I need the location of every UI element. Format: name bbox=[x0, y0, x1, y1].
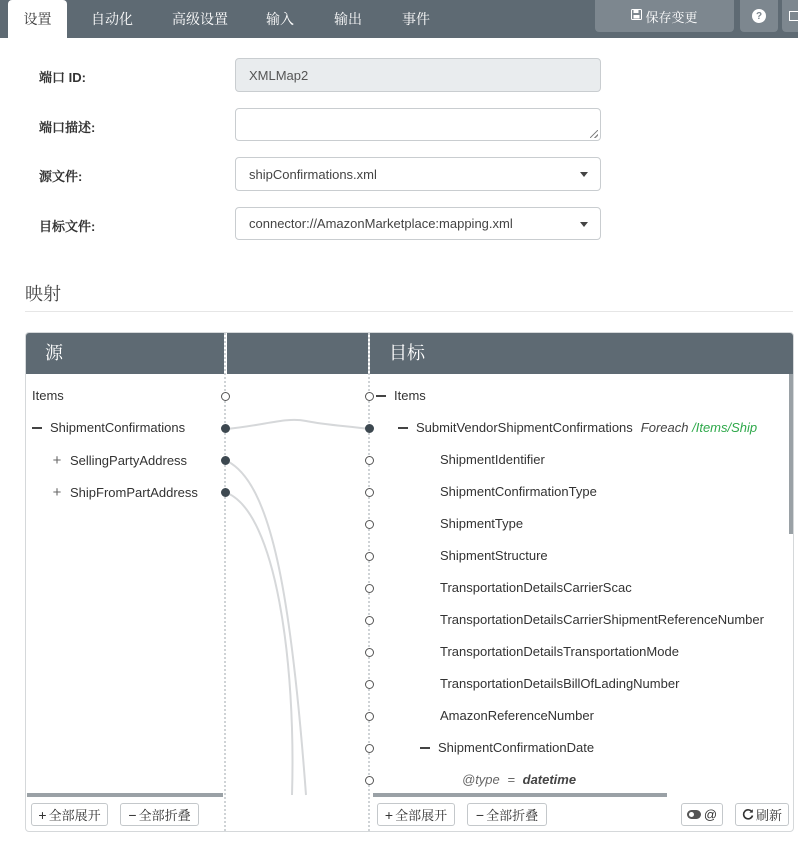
target-file-value: connector://AmazonMarketplace:mapping.xml bbox=[249, 216, 513, 231]
target-node[interactable] bbox=[440, 548, 548, 563]
source-node-shipfrompartaddress[interactable] bbox=[52, 484, 198, 501]
help-icon: ? bbox=[752, 9, 766, 23]
foreach-label: Foreach bbox=[640, 420, 689, 435]
source-node-items[interactable] bbox=[32, 388, 64, 403]
foreach-path[interactable]: /Items/Ship bbox=[692, 420, 758, 435]
source-node-label: ShipmentConfirmations bbox=[50, 420, 186, 435]
target-header: 目标 bbox=[370, 333, 794, 374]
attribute-name: @type bbox=[462, 772, 500, 787]
chevron-down-icon bbox=[580, 172, 588, 177]
source-header: 源 bbox=[26, 333, 224, 374]
collapse-all-label: 全部折叠 bbox=[486, 808, 539, 823]
minus-icon: − bbox=[128, 806, 137, 823]
tab-output[interactable]: 输出 bbox=[334, 11, 362, 27]
port-id-label: 端口 ID: bbox=[39, 70, 86, 85]
section-divider bbox=[25, 311, 793, 312]
target-node-label: ShipmentConfirmationType bbox=[440, 484, 597, 499]
target-node-submitvendorshipmentconfirmations[interactable] bbox=[398, 420, 757, 435]
top-tab-bar bbox=[0, 0, 798, 38]
port-desc-label: 端口描述: bbox=[39, 120, 96, 135]
source-connector[interactable] bbox=[221, 392, 230, 401]
target-vertical-scrollbar[interactable] bbox=[789, 374, 793, 534]
save-changes-label: 保存变更 bbox=[645, 9, 698, 25]
target-node-label: TransportationDetailsBillOfLadingNumber bbox=[440, 676, 680, 691]
collapse-icon[interactable] bbox=[32, 427, 42, 429]
save-icon bbox=[631, 9, 642, 23]
expand-icon[interactable]: + bbox=[52, 452, 62, 469]
expand-all-label: 全部展开 bbox=[48, 808, 101, 823]
save-changes-button[interactable] bbox=[595, 0, 734, 32]
source-collapse-all-button[interactable] bbox=[120, 803, 199, 826]
plus-icon: + bbox=[38, 806, 47, 823]
at-label: @ bbox=[703, 807, 718, 822]
target-node-label: Items bbox=[394, 388, 426, 403]
source-node-shipmentconfirmations[interactable] bbox=[32, 420, 185, 435]
target-node-label: TransportationDetailsCarrierShipmentReferenceNumber bbox=[440, 612, 764, 627]
plus-icon: + bbox=[384, 806, 394, 823]
target-node-label: ShipmentType bbox=[440, 516, 524, 531]
source-connector[interactable] bbox=[221, 456, 230, 465]
port-id-value: XMLMap2 bbox=[249, 67, 309, 83]
target-node[interactable] bbox=[440, 676, 679, 691]
target-node[interactable] bbox=[440, 644, 679, 659]
attribute-toggle-button[interactable] bbox=[681, 803, 723, 826]
tab-automation[interactable]: 自动化 bbox=[91, 11, 133, 27]
source-connector[interactable] bbox=[221, 488, 230, 497]
window-icon bbox=[789, 9, 798, 24]
target-collapse-all-button[interactable] bbox=[467, 803, 547, 826]
source-expand-all-button[interactable] bbox=[31, 803, 108, 826]
source-file-select[interactable] bbox=[235, 157, 601, 191]
collapse-icon[interactable] bbox=[398, 427, 408, 429]
collapse-icon[interactable] bbox=[420, 747, 430, 749]
help-button[interactable] bbox=[740, 0, 778, 32]
target-node-label: ShipmentStructure bbox=[440, 548, 548, 563]
target-node[interactable] bbox=[440, 580, 632, 595]
port-id-field[interactable] bbox=[235, 58, 601, 92]
source-node-label: SellingPartyAddress bbox=[70, 453, 188, 468]
expand-icon[interactable]: + bbox=[52, 484, 62, 501]
target-expand-all-button[interactable] bbox=[377, 803, 455, 826]
chevron-down-icon bbox=[580, 222, 588, 227]
source-node-label: ShipFromPartAddress bbox=[70, 485, 198, 500]
target-attribute-type[interactable] bbox=[462, 772, 576, 787]
target-node[interactable] bbox=[440, 516, 523, 531]
tab-advanced-settings[interactable]: 高级设置 bbox=[172, 11, 228, 27]
expand-all-label: 全部展开 bbox=[395, 808, 448, 823]
target-tree bbox=[370, 374, 790, 794]
target-node-label: TransportationDetailsCarrierScac bbox=[440, 580, 632, 595]
source-node-label: Items bbox=[32, 388, 64, 403]
tab-settings[interactable]: 设置 bbox=[8, 0, 67, 38]
mapping-section-title: 映射 bbox=[25, 284, 61, 304]
target-horizontal-scrollbar[interactable] bbox=[373, 793, 667, 797]
collapse-all-label: 全部折叠 bbox=[138, 808, 191, 823]
refresh-icon bbox=[742, 807, 754, 823]
more-button[interactable] bbox=[782, 0, 798, 32]
refresh-button[interactable] bbox=[735, 803, 789, 826]
target-node-label: SubmitVendorShipmentConfirmations bbox=[416, 420, 633, 435]
target-node[interactable] bbox=[440, 484, 597, 499]
target-file-select[interactable] bbox=[235, 207, 601, 240]
target-node-label: ShipmentConfirmationDate bbox=[438, 740, 595, 755]
source-file-label: 源文件: bbox=[39, 169, 83, 184]
source-horizontal-scrollbar[interactable] bbox=[27, 793, 223, 797]
target-node-label: AmazonReferenceNumber bbox=[440, 708, 594, 723]
target-node[interactable] bbox=[440, 708, 594, 723]
port-desc-textarea[interactable] bbox=[235, 108, 601, 141]
target-node[interactable] bbox=[440, 612, 764, 627]
target-node-shipmentconfirmationdate[interactable] bbox=[420, 740, 594, 755]
tab-events[interactable]: 事件 bbox=[402, 11, 430, 27]
mapping-panel bbox=[25, 332, 794, 832]
target-node-items[interactable] bbox=[376, 388, 426, 403]
source-file-value: shipConfirmations.xml bbox=[249, 166, 377, 182]
collapse-icon[interactable] bbox=[376, 395, 386, 397]
target-node[interactable] bbox=[440, 452, 545, 467]
tab-input[interactable]: 输入 bbox=[266, 11, 294, 27]
resize-handle-icon[interactable] bbox=[590, 130, 598, 138]
attribute-equals: = bbox=[507, 772, 515, 787]
target-node-label: ShipmentIdentifier bbox=[440, 452, 545, 467]
source-connector[interactable] bbox=[221, 424, 230, 433]
target-node-label: TransportationDetailsTransportationMode bbox=[440, 644, 679, 659]
minus-icon: − bbox=[475, 806, 485, 823]
refresh-label: 刷新 bbox=[755, 808, 782, 823]
toggle-icon bbox=[687, 810, 701, 819]
attribute-value: datetime bbox=[522, 772, 577, 787]
source-node-sellingpartyaddress[interactable] bbox=[52, 452, 187, 469]
target-file-label: 目标文件: bbox=[39, 219, 96, 234]
